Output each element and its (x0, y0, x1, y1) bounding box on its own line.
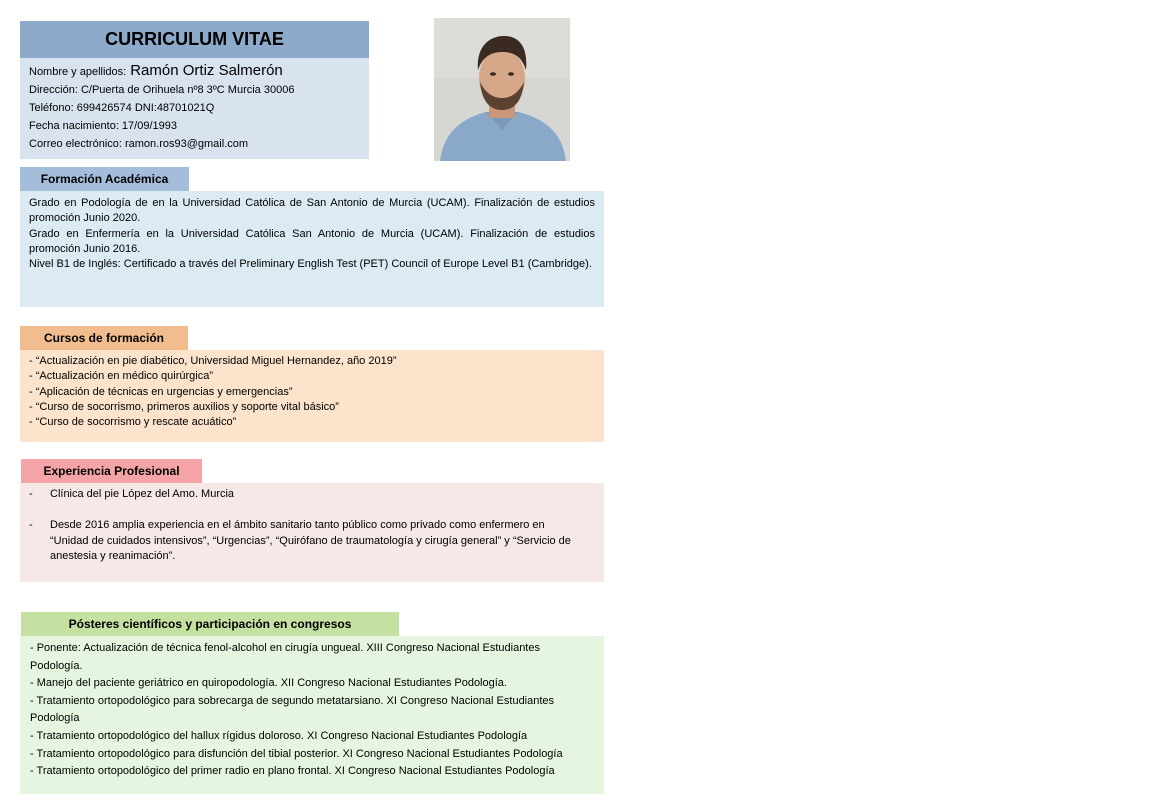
personal-info (20, 58, 369, 159)
curso-item: - “Actualización en pie diabético, Universidad Miguel Hernandez, año 2019” (29, 355, 397, 367)
formacion-item: Grado en Podología de en la Universidad Católica de San Antonio de Murcia (UCAM). Finalización de estudios promoción Junio 2020. (29, 197, 595, 225)
section-body-formacion (20, 191, 604, 307)
experiencia-item (29, 487, 604, 502)
experiencia-text: Clínica del pie López del Amo. Murcia (50, 488, 235, 500)
phone: Teléfono: 699426574 DNI:48701021Q (29, 102, 215, 114)
formacion-item: Nivel B1 de Inglés: Certificado a través del Preliminary English Test (PET) Council of Europe Level B1 (Cambridge). (29, 258, 592, 271)
cv-title: CURRICULUM VITAE (20, 21, 369, 58)
profile-photo (434, 18, 570, 161)
poster-item: - Tratamiento ortopodológico del hallux rígidus doloroso. XI Congreso Nacional Estudiantes Podología (30, 729, 528, 742)
name-value: Ramón Ortiz Salmerón (130, 62, 283, 79)
curso-item: - “Aplicación de técnicas en urgencias y emergencias” (29, 385, 293, 398)
poster-item: - Manejo del paciente geriátrico en quiropodología. XII Congreso Nacional Estudiantes Podología. (30, 677, 507, 690)
section-title-formacion: Formación Académica (20, 167, 189, 191)
portrait-illustration (434, 18, 570, 161)
section-body-cursos (20, 350, 604, 442)
section-title-cursos: Cursos de formación (20, 326, 188, 350)
curso-item: - “Curso de socorrismo y rescate acuático” (29, 416, 237, 429)
formacion-item: Grado en Enfermería en la Universidad Católica San Antonio de Murcia (UCAM). Finalización de estudios promoción Junio 2016. (29, 227, 595, 255)
name-label: Nombre y apellidos: (29, 66, 127, 78)
poster-item: - Ponente: Actualización de técnica fenol-alcohol en cirugía ungueal. XIII Congreso Nacional Estudiantes Podología. (30, 642, 540, 672)
section-body-experiencia (20, 483, 604, 582)
poster-item: - Tratamiento ortopodológico para disfunción del tibial posterior. XI Congreso Nacional Estudiantes Podología (30, 747, 563, 760)
birth-date: Fecha nacimiento: 17/09/1993 (29, 120, 177, 132)
poster-item: - Tratamiento ortopodológico para sobrecarga de segundo metatarsiano. XI Congreso Nacional Estudiantes Podología (30, 694, 555, 725)
email: Correo electrónico: ramon.ros93@gmail.com (29, 138, 249, 150)
experiencia-text: Desde 2016 amplia experiencia en el ámbito sanitario tanto público como privado como enfermero en “Unidad de cuidados intensivos”, “Urgencias”, “Quirófano de traumatología y cirugía general” y “Servicio de anestesia y reanimación”. (50, 519, 571, 562)
section-title-experiencia: Experiencia Profesional (21, 459, 202, 483)
section-title-posters: Pósteres científicos y participación en congresos (21, 612, 399, 636)
name-row (29, 62, 369, 81)
experiencia-item (29, 518, 604, 564)
section-body-posters (20, 636, 604, 794)
bullet-dash: - (29, 488, 33, 500)
curso-item: - “Actualización en médico quirúrgica” (29, 370, 214, 383)
bullet-dash: - (29, 519, 33, 532)
poster-item: - Tratamiento ortopodológico del primer radio en plano frontal. XI Congreso Nacional Estudiantes Podología (30, 765, 555, 778)
curso-item: - “Curso de socorrismo, primeros auxilios y soporte vital básico” (29, 400, 339, 413)
address: Dirección: C/Puerta de Orihuela nº8 3ºC Murcia 30006 (29, 84, 295, 96)
